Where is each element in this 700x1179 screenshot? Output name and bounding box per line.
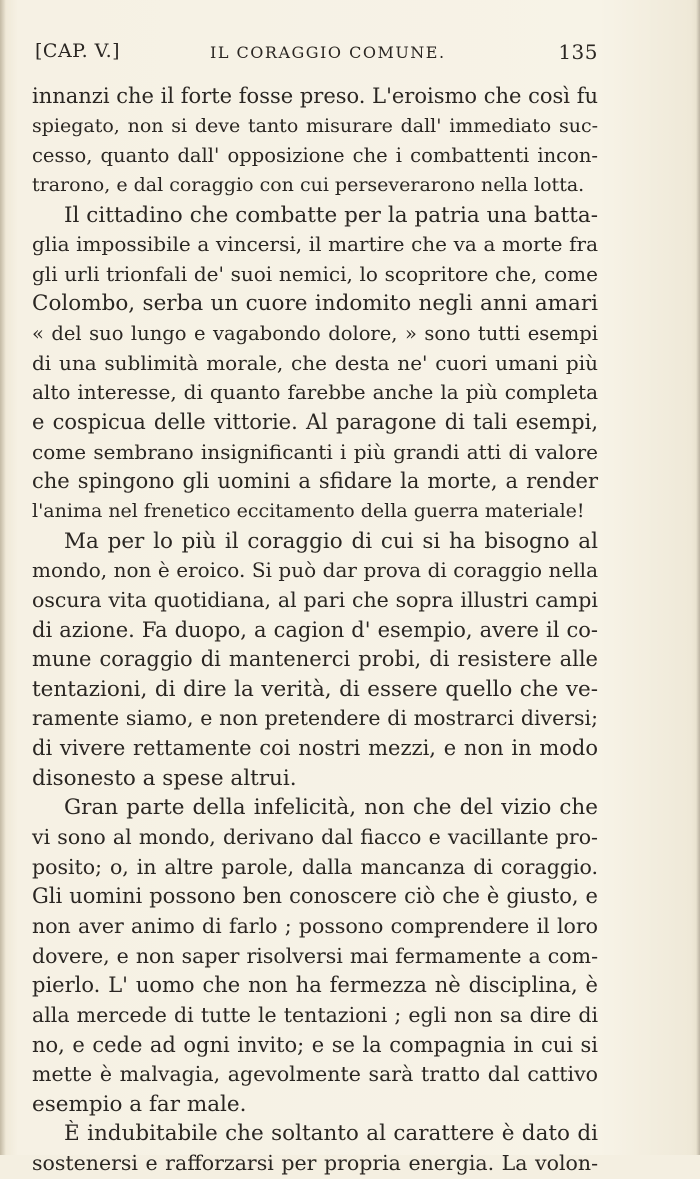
text-line: mette è malvagia, agevolmente sarà tratto dal cattivo <box>32 1062 598 1087</box>
text-line: posito; o, in altre parole, dalla mancanza di coraggio. <box>32 854 598 879</box>
page-number: 135 <box>558 40 598 64</box>
page-edge <box>696 0 700 1155</box>
text-line: alla mercede di tutte le tentazioni ; egli non sa dire di <box>32 1002 598 1027</box>
text-line: Colombo, serba un cuore indomito negli anni amari <box>32 291 598 317</box>
chapter-title: IL CORAGGIO COMUNE. <box>210 43 446 62</box>
text-line: Il cittadino che combatte per la patria una batta- <box>64 202 598 228</box>
text-line: È indubitabile che soltanto al carattere è dato di <box>64 1121 598 1147</box>
chapter-label: [CAP. V.] <box>35 40 121 62</box>
text-line: dovere, e non saper risolversi mai fermamente a com- <box>32 943 598 968</box>
text-line: mondo, non è eroico. Si può dar prova di coraggio nella <box>32 558 598 583</box>
spine-shadow <box>0 0 6 1155</box>
text-line: vi sono al mondo, derivano dal fiacco e vacillante pro- <box>32 825 598 850</box>
text-line: esempio a far male. <box>32 1091 247 1117</box>
text-line: ramente siamo, e non pretendere di mostrarci diversi; <box>32 706 598 731</box>
text-line: di azione. Fa duopo, a cagion d' esempio, avere il co- <box>32 617 598 642</box>
text-line: l'anima nel frenetico eccitamento della guerra materiale! <box>32 499 585 522</box>
text-line: Gli uomini possono ben conoscere ciò che è giusto, e <box>32 884 598 909</box>
text-line: gli urli trionfali de' suoi nemici, lo scopritore che, come <box>32 261 598 286</box>
text-line: oscura vita quotidiana, al pari che sopra illustri campi <box>32 587 598 612</box>
text-line: di una sublimità morale, che desta ne' cuori umani più <box>32 350 598 375</box>
text-line: tentazioni, di dire la verità, di essere quello che ve- <box>32 676 598 702</box>
running-head <box>35 40 598 70</box>
text-line: Ma per lo più il coraggio di cui si ha bisogno al <box>64 528 598 554</box>
text-line: innanzi che il forte fosse preso. L'eroismo che così fu <box>32 84 598 108</box>
text-line: e cospicua delle vittorie. Al paragone di tali esempi, <box>32 410 598 435</box>
body-text <box>32 82 598 1179</box>
text-line: disonesto a spese altrui. <box>32 765 297 791</box>
text-line: « del suo lungo e vagabondo dolore, » sono tutti esempi <box>32 322 598 346</box>
text-line: come sembrano insignificanti i più grandi atti di valore <box>32 439 598 464</box>
text-line: sostenersi e rafforzarsi per propria energia. La volon- <box>32 1151 598 1176</box>
text-line: mune coraggio di mantenerci probi, di resistere alle <box>32 647 598 672</box>
text-line: cesso, quanto dall' opposizione che i combattenti incon- <box>32 144 598 168</box>
text-line: di vivere rettamente coi nostri mezzi, e non in modo <box>32 736 598 761</box>
text-line: non aver animo di farlo ; possono comprendere il loro <box>32 913 598 938</box>
text-line: trarono, e dal coraggio con cui perseverarono nella lotta. <box>32 173 585 196</box>
text-line: spiegato, non si deve tanto misurare dall' immediato suc- <box>32 114 598 137</box>
text-line: glia impossibile a vincersi, il martire che va a morte fra <box>32 232 598 257</box>
text-line: alto interesse, di quanto farebbe anche la più completa <box>32 380 598 405</box>
text-line: Gran parte della infelicità, non che del vizio che <box>64 795 598 821</box>
text-line: no, e cede ad ogni invito; e se la compagnia in cui si <box>32 1032 598 1057</box>
text-line: pierlo. L' uomo che non ha fermezza nè disciplina, è <box>32 973 598 998</box>
text-line: che spingono gli uomini a sfidare la morte, a render <box>32 469 598 494</box>
